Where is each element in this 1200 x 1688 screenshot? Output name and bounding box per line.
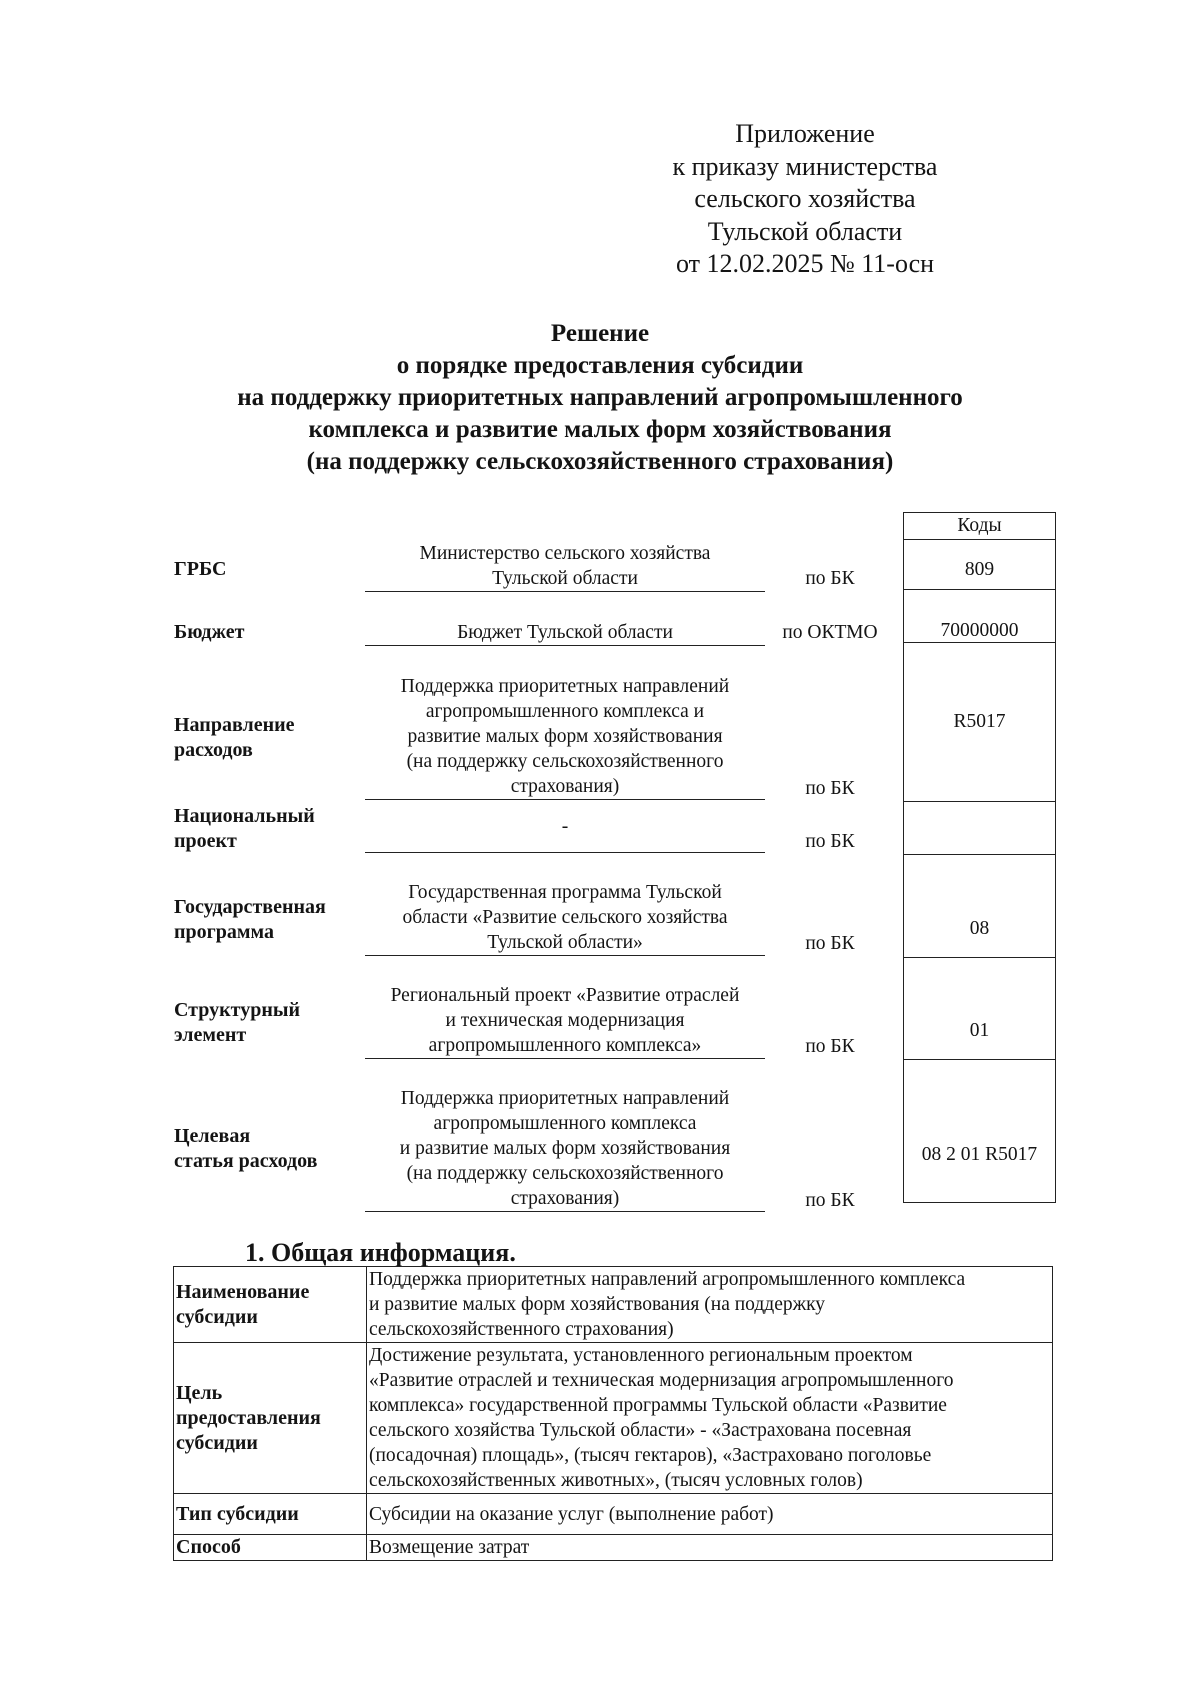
key-line: Тип субсидии xyxy=(176,1502,299,1525)
code-grbs: 809 xyxy=(964,559,995,580)
value-state-program xyxy=(365,880,765,956)
value-line: страхования) xyxy=(510,1188,620,1209)
value-grbs xyxy=(365,541,765,592)
value-line: и техническая модернизация xyxy=(445,1010,685,1031)
value-line: Министерство сельского хозяйства xyxy=(419,543,711,564)
table-row xyxy=(174,1494,1053,1535)
table-row xyxy=(174,1343,1053,1494)
info-key xyxy=(174,1343,367,1494)
value-line: Поддержка приоритетных направлений xyxy=(400,676,730,697)
value-line: Тульской области» xyxy=(487,932,643,953)
value-line: (на поддержку сельскохозяйственного xyxy=(406,1163,724,1184)
label-line: программа xyxy=(174,921,274,943)
value-budget xyxy=(365,620,765,646)
codes-divider xyxy=(904,589,1055,590)
key-line: Наименование xyxy=(176,1280,310,1303)
value-line: Возмещение затрат xyxy=(369,1537,530,1558)
appendix-line: Тульской области xyxy=(707,216,903,246)
appendix-block xyxy=(640,118,970,281)
codes-header: Коды xyxy=(904,513,1055,540)
codes-divider xyxy=(904,1059,1055,1060)
codes-divider xyxy=(904,801,1055,802)
label-line: элемент xyxy=(174,1024,247,1046)
label-line: ГРБС xyxy=(174,558,227,580)
value-line: комплекса» государственной программы Тульской области «Развитие xyxy=(369,1395,947,1416)
codes-divider xyxy=(904,642,1055,643)
codes-divider xyxy=(904,854,1055,855)
appendix-line: Приложение xyxy=(735,119,875,148)
value-line: страхования) xyxy=(510,776,620,797)
codes-divider xyxy=(904,957,1055,958)
key-line: Цель xyxy=(176,1381,223,1404)
key-line: субсидии xyxy=(176,1305,258,1328)
info-key xyxy=(174,1535,367,1561)
title-line: (на поддержку сельскохозяйственного страхования) xyxy=(306,448,894,475)
value-line: Региональный проект «Развитие отраслей xyxy=(390,985,740,1006)
value-line: Достижение результата, установленного региональным проектом xyxy=(369,1345,913,1366)
label-line: Государственная xyxy=(174,896,326,918)
appendix-line: сельского хозяйства xyxy=(694,184,916,213)
value-line: агропромышленного комплекса и xyxy=(425,701,705,722)
label-line: Бюджет xyxy=(174,621,245,643)
value-line: «Развитие отраслей и техническая модернизация агропромышленного xyxy=(369,1370,954,1391)
label-target-article xyxy=(174,1124,317,1174)
title-line: комплекса и развитие малых форм хозяйствования xyxy=(308,416,892,443)
value-line: сельскохозяйственного страхования) xyxy=(369,1319,674,1340)
value-national-project xyxy=(365,814,765,853)
code-type-grbs: по БК xyxy=(805,568,855,589)
appendix-line: к приказу министерства xyxy=(672,151,938,181)
value-line: (на поддержку сельскохозяйственного xyxy=(406,751,724,772)
value-line: Поддержка приоритетных направлений агропромышленного комплекса xyxy=(369,1269,966,1290)
value-structural-element xyxy=(365,983,765,1059)
value-line: и развитие малых форм хозяйствования (на поддержку xyxy=(369,1294,826,1315)
label-expense-direction xyxy=(174,713,295,763)
info-value xyxy=(367,1494,1053,1535)
value-line: агропромышленного комплекса xyxy=(433,1113,697,1134)
label-line: Структурный xyxy=(174,999,300,1021)
title-line: Решение xyxy=(550,320,650,347)
value-line: Государственная программа Тульской xyxy=(408,882,722,903)
table-row xyxy=(174,1535,1053,1561)
value-line: развитие малых форм хозяйствования xyxy=(407,726,723,747)
code-type-budget: по ОКТМО xyxy=(782,622,878,643)
value-target-article xyxy=(365,1086,765,1212)
info-key xyxy=(174,1494,367,1535)
value-line: и развитие малых форм хозяйствования xyxy=(399,1138,731,1159)
document-title xyxy=(0,318,1200,478)
value-expense-direction xyxy=(365,674,765,800)
label-line: Национальный xyxy=(174,805,315,827)
value-line: Бюджет Тульской области xyxy=(457,622,673,643)
info-key xyxy=(174,1267,367,1343)
info-value xyxy=(367,1267,1053,1343)
code-type-expense-direction: по БК xyxy=(805,778,855,799)
code-type-target-article: по БК xyxy=(805,1190,855,1211)
key-line: предоставления xyxy=(176,1406,321,1429)
label-state-program xyxy=(174,895,326,945)
general-info-table xyxy=(173,1266,1053,1561)
code-structural-element: 01 xyxy=(969,1020,990,1041)
code-type-structural-element: по БК xyxy=(805,1036,855,1057)
value-line: области «Развитие сельского хозяйства xyxy=(402,907,728,928)
value-line: Тульской области xyxy=(492,568,638,589)
code-target-article: 08 2 01 R5017 xyxy=(921,1144,1038,1165)
value-line: агропромышленного комплекса» xyxy=(428,1035,702,1056)
label-line: статья расходов xyxy=(174,1150,318,1172)
codes-table xyxy=(903,512,1056,1203)
code-type-national-project: по БК xyxy=(805,831,855,852)
appendix-date-number: от 12.02.2025 № 11-осн xyxy=(675,249,935,278)
key-line: Способ xyxy=(176,1536,241,1558)
code-state-program: 08 xyxy=(969,918,990,939)
code-type-state-program: по БК xyxy=(805,933,855,954)
value-line: сельского хозяйства Тульской области» - «Застрахована посевная xyxy=(369,1420,912,1441)
label-line: Целевая xyxy=(174,1125,251,1147)
value-line: Поддержка приоритетных направлений xyxy=(400,1088,730,1109)
label-national-project xyxy=(174,804,315,854)
label-structural-element xyxy=(174,998,300,1048)
label-budget xyxy=(174,620,244,645)
value-line: сельскохозяйственных животных», (тысяч условных голов) xyxy=(369,1470,863,1491)
title-line: на поддержку приоритетных направлений агропромышленного xyxy=(237,384,963,411)
info-value xyxy=(367,1535,1053,1561)
value-line: (посадочная) площадь», (тысяч гектаров), «Застраховано поголовье xyxy=(369,1445,932,1466)
section-heading: 1. Общая информация. xyxy=(245,1238,516,1267)
table-row xyxy=(174,1267,1053,1343)
info-value xyxy=(367,1343,1053,1494)
code-budget: 70000000 xyxy=(940,620,1019,641)
title-line: о порядке предоставления субсидии xyxy=(396,352,804,379)
label-grbs xyxy=(174,557,226,582)
label-line: Направление xyxy=(174,714,295,736)
label-line: проект xyxy=(174,830,237,852)
value-line: Субсидии на оказание услуг (выполнение работ) xyxy=(369,1503,774,1525)
value-line: - xyxy=(561,816,569,837)
key-line: субсидии xyxy=(176,1431,258,1454)
label-line: расходов xyxy=(174,739,253,761)
code-expense-direction: R5017 xyxy=(953,711,1006,732)
